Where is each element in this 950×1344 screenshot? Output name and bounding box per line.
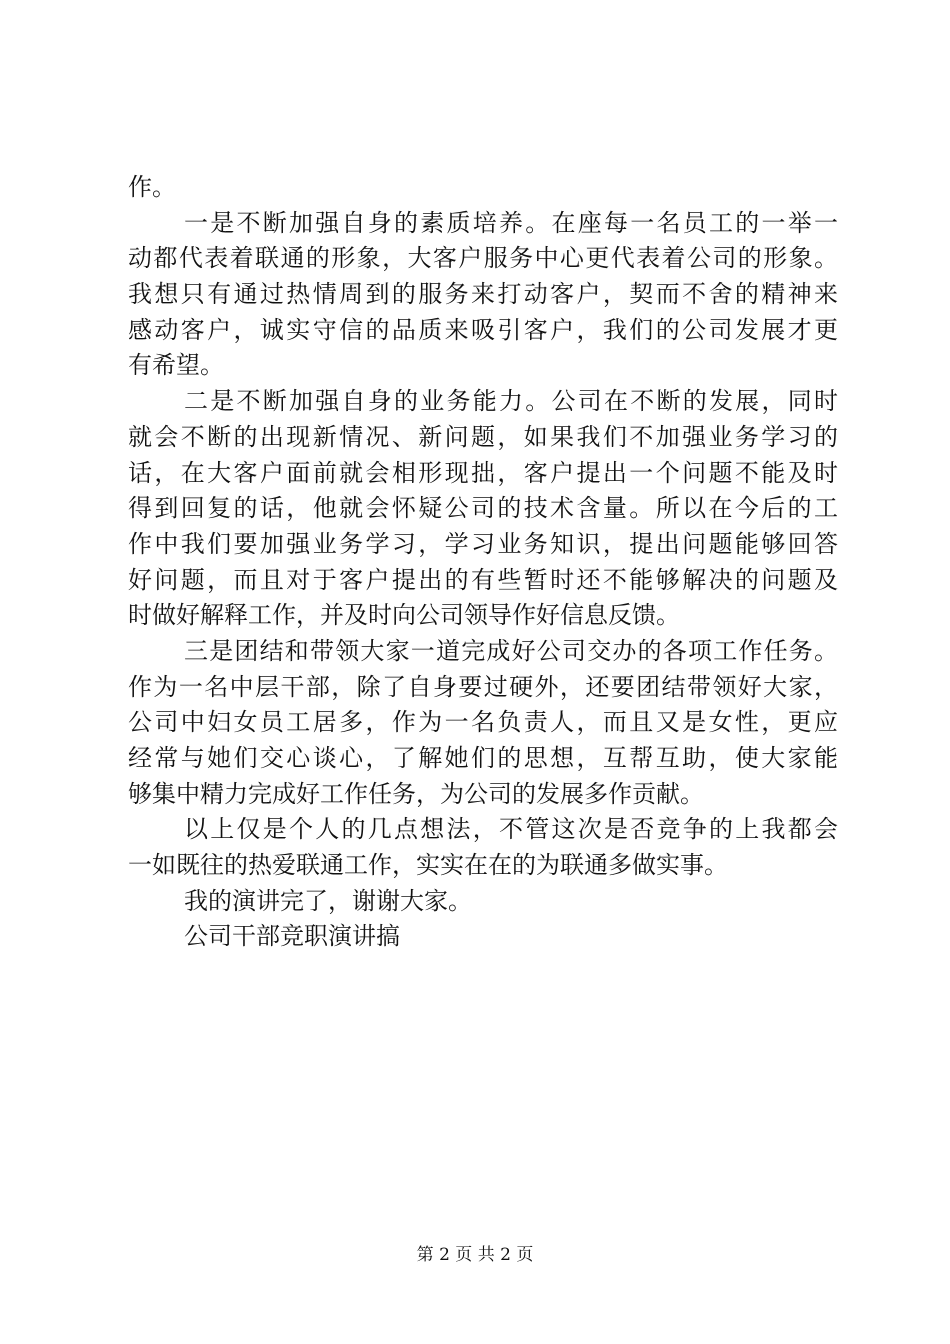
text-line: 动都代表着联通的形象，大客户服务中心更代表着公司的形象。 — [128, 244, 838, 273]
text-line: 作。 — [128, 173, 176, 201]
page-number-footer: 第 2 页 共 2 页 — [416, 1245, 534, 1265]
text-line: 得到回复的话，他就会怀疑公司的技术含量。所以在今后的工 — [128, 494, 838, 523]
text-line: 话，在大客户面前就会相形现拙，客户提出一个问题不能及时 — [128, 458, 838, 487]
document-title-line: 公司干部竞职演讲搞 — [184, 922, 400, 951]
text-line: 一如既往的热爱联通工作，实实在在的为联通多做实事。 — [128, 851, 728, 880]
text-line: 时做好解释工作，并及时向公司领导作好信息反馈。 — [128, 601, 680, 630]
text-line: 经常与她们交心谈心，了解她们的思想，互帮互助，使大家能 — [128, 744, 838, 772]
text-line: 公司中妇女员工居多，作为一名负责人，而且又是女性，更应 — [128, 708, 838, 737]
text-line: 我想只有通过热情周到的服务来打动客户，契而不舍的精神来 — [128, 280, 838, 309]
text-line: 感动客户，诚实守信的品质来吸引客户，我们的公司发展才更 — [128, 315, 838, 344]
text-line: 作为一名中层干部，除了自身要过硬外，还要团结带领好大家， — [128, 672, 838, 701]
text-line: 好问题，而且对于客户提出的有些暂时还不能够解决的问题及 — [128, 565, 838, 594]
text-line: 有希望。 — [128, 351, 224, 380]
paragraph-3-line: 三是团结和带领大家一道完成好公司交办的各项工作任务。 — [184, 636, 838, 665]
text-line: 就会不断的出现新情况、新问题，如果我们不加强业务学习的 — [128, 422, 838, 451]
text-line: 作中我们要加强业务学习，学习业务知识，提出问题能够回答 — [128, 529, 838, 558]
text-line: 够集中精力完成好工作任务，为公司的发展多作贡献。 — [128, 779, 704, 808]
closing-line: 我的演讲完了，谢谢大家。 — [184, 886, 472, 915]
document-body — [128, 170, 838, 955]
paragraph-1-line: 一是不断加强自身的素质培养。在座每一名员工的一举一 — [184, 208, 838, 237]
paragraph-2-line: 二是不断加强自身的业务能力。公司在不断的发展，同时 — [184, 387, 838, 416]
paragraph-4-line: 以上仅是个人的几点想法，不管这次是否竞争的上我都会 — [184, 815, 838, 844]
